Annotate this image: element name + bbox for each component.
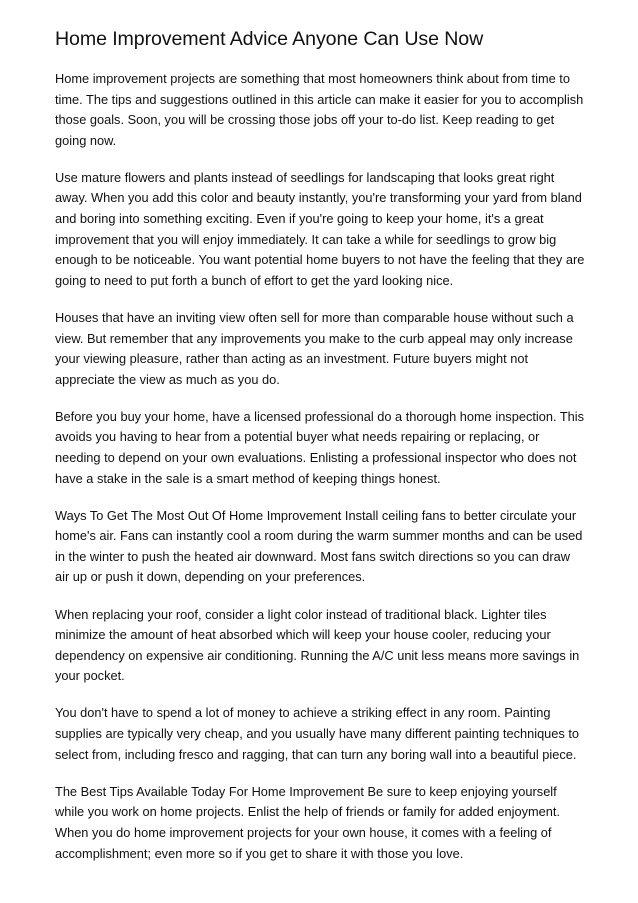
paragraph-landscaping: Use mature flowers and plants instead of seedlings for landscaping that looks great right away. When you add this color and beauty instantly, you're transforming your yard from bland and boring into something exciting. Even if you're going to keep your home, it's a great improvement that you will enjoy immediately. It can take a while for seedlings to grow big enough to be noticeable. You want potential home buyers to not have the feeling that they are going to need to put forth a bunch of effort to get the yard looking nice. <box>55 169 585 288</box>
paragraph-inviting-view: Houses that have an inviting view often sell for more than comparable house without such a view. But remember that any improvements you make to the curb appeal may only increase your viewing pleasure, rather than acting as an investment. Future buyers might not appreciate the view as much as you do. <box>55 309 574 387</box>
document-page <box>55 26 586 881</box>
paragraph-roof-color: When replacing your roof, consider a light color instead of traditional black. Lighter tiles minimize the amount of heat absorbed which will keep your house cooler, reducing your dependency on expensive air conditioning. Running the A/C unit less means more savings in your pocket. <box>55 606 580 684</box>
document-title: Home Improvement Advice Anyone Can Use Now <box>55 28 484 50</box>
paragraph-ceiling-fans: Ways To Get The Most Out Of Home Improvement Install ceiling fans to better circulate your home's air. Fans can instantly cool a room during the warm summer months and can be used in the winter to push the heated air downward. Most fans switch directions so you can draw air up or push it down, depending on your preferences. <box>55 507 583 585</box>
paragraph-painting: You don't have to spend a lot of money to achieve a striking effect in any room. Painting supplies are typically very cheap, and you usually have many different painting techniques to select from, including fresco and ragging, that can turn any boring wall into a beautiful piece. <box>55 705 580 762</box>
paragraph-intro: Home improvement projects are something that most homeowners think about from time to time. The tips and suggestions outlined in this article can make it easier for you to accomplish those goals. Soon, you will be crossing those jobs off your to-do list. Keep reading to get going now. <box>55 71 584 148</box>
paragraph-home-inspection: Before you buy your home, have a licensed professional do a thorough home inspection. This avoids you having to hear from a potential buyer what needs repairing or replacing, or needing to depend on your own evaluations. Enlisting a professional inspector who does not have a stake in the sale is a smart method of keeping things honest. <box>55 408 585 486</box>
paragraph-enjoyment: The Best Tips Available Today For Home Improvement Be sure to keep enjoying yourself while you work on home projects. Enlist the help of friends or family for added enjoyment. When you do home improvement projects for your own house, it comes with a feeling of accomplishment; even more so if you get to share it with those you love. <box>55 783 561 861</box>
